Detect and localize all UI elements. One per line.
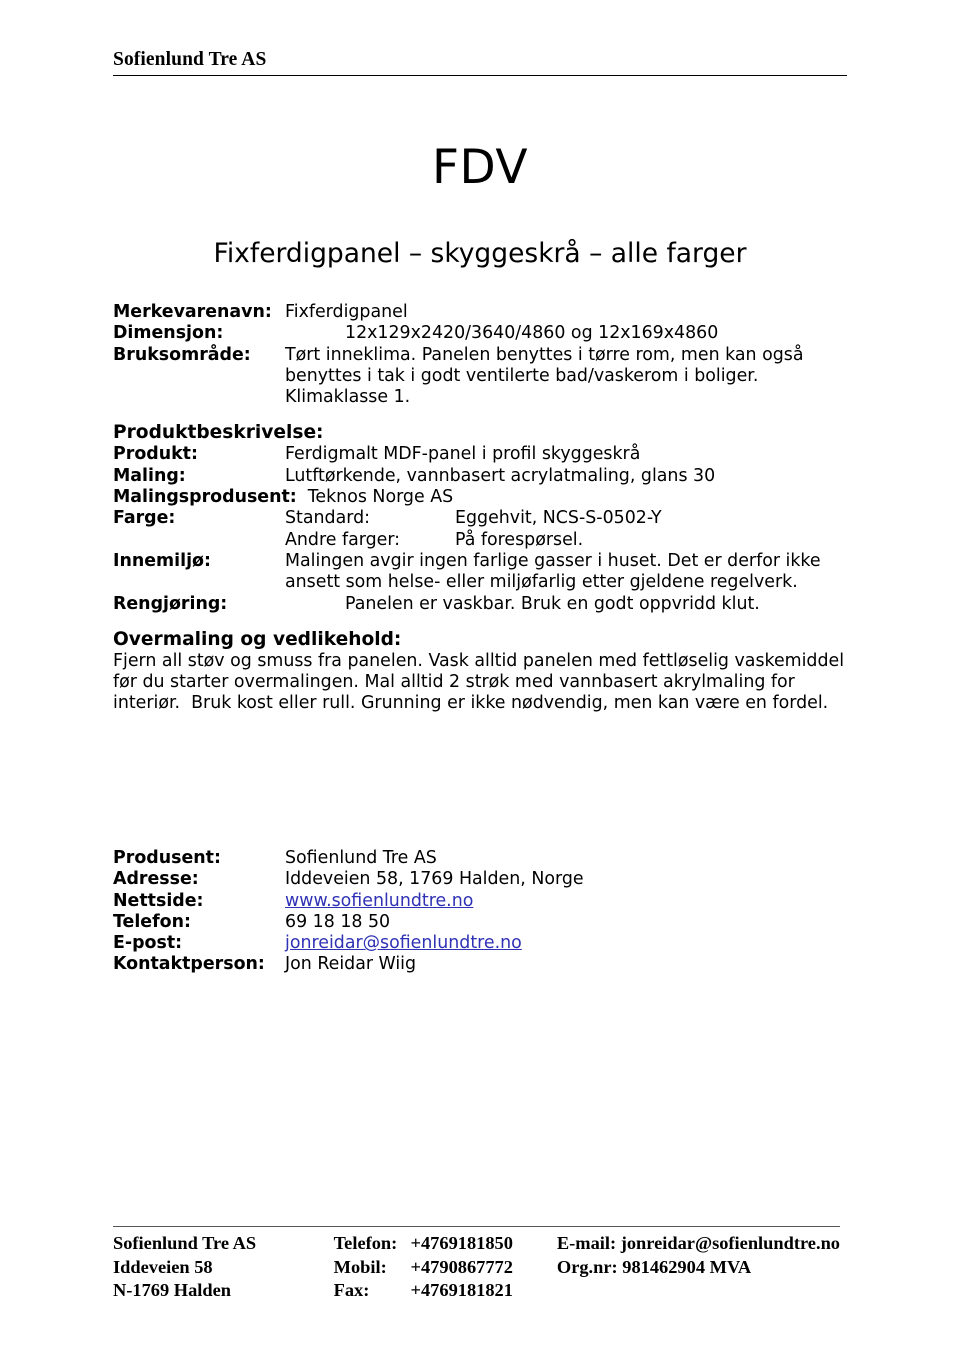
- farge-label: Farge:: [113, 508, 176, 529]
- adresse-label: Adresse:: [113, 869, 199, 890]
- page-subtitle: Fixferdigpanel – skyggeskrå – alle farger: [213, 238, 747, 269]
- footer-extra-email: E-mail: jonreidar@sofienlundtre.no: [556, 1233, 840, 1253]
- footer-address-line-2: Iddeveien 58: [113, 1256, 213, 1277]
- footer-label-fax: Fax:: [333, 1280, 370, 1300]
- field-bruksomrade: [113, 345, 853, 409]
- innemiljo-value: Malingen avgir ingen farlige gasser i huset. Det er derfor ikke ansett som helse- eller miljøfarlig etter gjeldene regelverk.: [285, 550, 827, 593]
- document-body: [113, 302, 853, 715]
- bruksomrade-value: Tørt inneklima. Panelen benyttes i tørre rom, men kan også benyttes i tak i godt ventilerte bad/vaskerom i boliger. Klimaklasse 1.: [285, 344, 810, 408]
- adresse-value: Iddeveien 58, 1769 Halden, Norge: [285, 869, 584, 890]
- overmaling-heading: Overmaling og vedlikehold:: [113, 628, 402, 650]
- field-maling: [113, 466, 853, 487]
- farge-standard-value: Eggehvit, NCS-S-0502-Y: [455, 508, 662, 529]
- produsent-label: Produsent:: [113, 848, 221, 868]
- nettside-label: Nettside:: [113, 890, 204, 911]
- footer-divider: [113, 1226, 840, 1227]
- document-header: [113, 48, 847, 76]
- footer-extra-blank: [557, 1279, 840, 1303]
- page-title: FDV: [431, 140, 529, 195]
- farge-andre-label: Andre farger:: [285, 529, 401, 550]
- merkevarenavn-value: Fixferdigpanel: [285, 302, 408, 322]
- header-company-name: Sofienlund Tre AS: [113, 49, 267, 70]
- kontaktperson-value: Jon Reidar Wiig: [285, 954, 417, 975]
- contact-row-produsent: [113, 848, 853, 869]
- footer-row: [113, 1279, 840, 1303]
- field-produkt: [113, 444, 853, 465]
- footer-number-mobil: +4790867772: [410, 1256, 513, 1277]
- produsent-value: Sofienlund Tre AS: [285, 848, 437, 868]
- rengjoring-value: Panelen er vaskbar. Bruk en godt oppvridd klut.: [345, 593, 760, 614]
- field-malingsprodusent: [113, 487, 853, 508]
- dimensjon-label: Dimensjon:: [113, 323, 224, 344]
- produkt-value: Ferdigmalt MDF-panel i profil skyggeskrå: [285, 444, 641, 465]
- produkt-label: Produkt:: [113, 444, 198, 465]
- field-innemiljo: [113, 551, 853, 594]
- overmaling-text: Fjern all støv og smuss fra panelen. Vask alltid panelen med fettløselig vaskemiddel før du starter overmalingen. Mal alltid 2 strøk med vannbasert akrylmaling for interiør. Bruk kost eller rull. Grunning er ikke nødvendig, men kan være en fordel.: [113, 650, 850, 714]
- field-farge: [113, 508, 853, 529]
- footer-address-line-1: Sofienlund Tre AS: [113, 1233, 257, 1253]
- contact-row-nettside: [113, 891, 853, 912]
- contact-row-adresse: [113, 869, 853, 890]
- maling-label: Maling:: [113, 465, 186, 486]
- dimensjon-value: 12x129x2420/3640/4860 og 12x169x4860: [345, 323, 719, 344]
- footer-label-telefon: Telefon:: [333, 1233, 398, 1253]
- malingsprodusent-label: Malingsprodusent:: [113, 487, 297, 508]
- footer-address-line-3: N-1769 Halden: [113, 1280, 232, 1300]
- footer-row: [113, 1232, 840, 1256]
- field-merkevarenavn: [113, 302, 853, 323]
- maling-value: Lutftørkende, vannbasert acrylatmaling, glans 30: [285, 465, 716, 486]
- field-farge-andre: [113, 530, 853, 551]
- contact-row-telefon: [113, 912, 853, 933]
- kontaktperson-label: Kontaktperson:: [113, 954, 265, 975]
- header-divider: [113, 75, 847, 76]
- footer-row: [113, 1256, 840, 1280]
- contact-block: [113, 848, 853, 976]
- field-rengjoring: [113, 594, 853, 615]
- farge-standard-label: Standard:: [285, 508, 370, 529]
- website-link[interactable]: www.sofienlundtre.no: [285, 890, 474, 911]
- telefon-value: 69 18 18 50: [285, 911, 391, 932]
- field-dimensjon: [113, 323, 853, 344]
- innemiljo-label: Innemiljø:: [113, 550, 211, 571]
- footer-number-telefon: +4769181850: [410, 1233, 513, 1253]
- footer-table: [113, 1232, 840, 1303]
- rengjoring-label: Rengjøring:: [113, 593, 228, 614]
- merkevarenavn-label: Merkevarenavn:: [113, 302, 272, 322]
- contact-row-kontaktperson: [113, 954, 853, 975]
- contact-row-epost: [113, 933, 853, 954]
- malingsprodusent-value: Teknos Norge AS: [307, 487, 454, 508]
- footer-number-fax: +4769181821: [410, 1280, 513, 1300]
- farge-andre-value: På forespørsel.: [455, 529, 584, 550]
- footer-extra-orgnr: Org.nr: 981462904 MVA: [556, 1256, 752, 1277]
- produktbeskrivelse-heading: Produktbeskrivelse:: [113, 422, 324, 444]
- footer-label-mobil: Mobil:: [333, 1256, 387, 1277]
- document-footer: [113, 1226, 840, 1303]
- bruksomrade-label: Bruksområde:: [113, 344, 251, 365]
- epost-label: E-post:: [113, 933, 183, 954]
- email-link[interactable]: jonreidar@sofienlundtre.no: [285, 933, 522, 954]
- telefon-label: Telefon:: [113, 911, 191, 932]
